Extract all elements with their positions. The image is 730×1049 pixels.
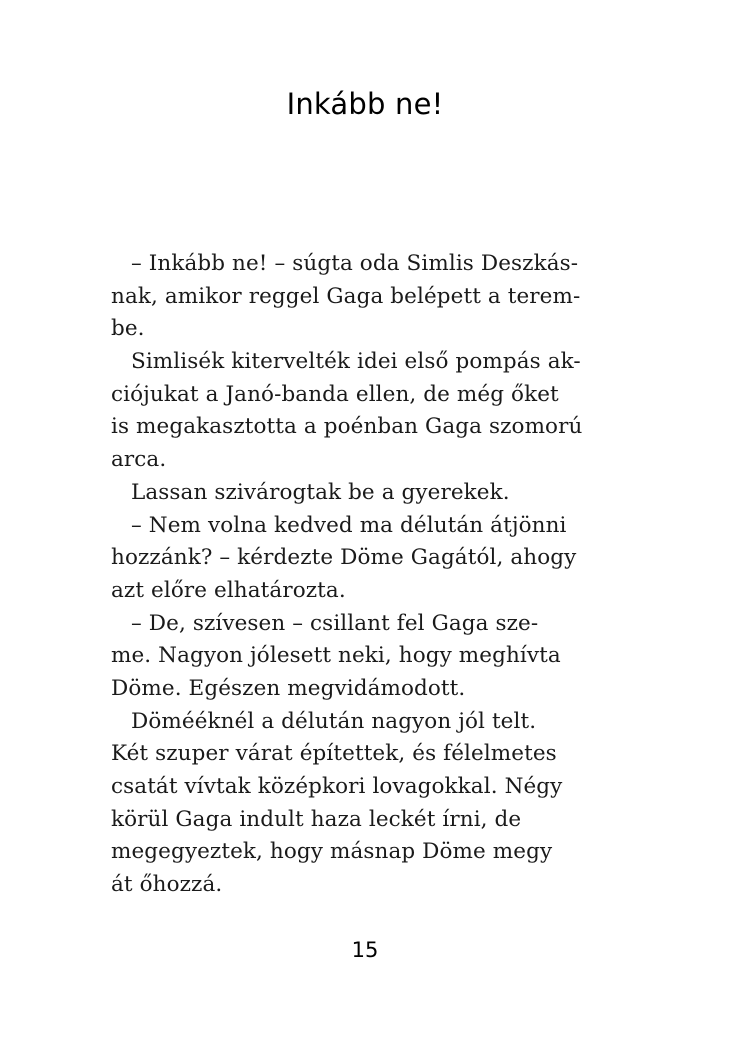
text-line: át őhozzá.	[111, 872, 223, 898]
chapter-title: Inkább ne!	[286, 87, 444, 121]
text-line: is megakasztotta a poénban Gaga szomorú	[111, 414, 583, 440]
page-number: 15	[351, 938, 379, 962]
text-line: arca.	[111, 447, 167, 473]
chapter-body	[111, 248, 611, 902]
text-line: Dömééknél a délután nagyon jól telt.	[131, 708, 537, 734]
text-line: Két szuper várat építettek, és félelmetes	[111, 741, 557, 767]
text-line: csatát vívtak középkori lovagokkal. Négy	[111, 774, 563, 799]
text-line: Lassan szivárogtak be a gyerekek.	[131, 479, 510, 505]
text-line: Simlisék kitervelték idei első pompás ak-	[131, 349, 581, 375]
text-line: be.	[111, 316, 145, 342]
text-line: hozzánk? – kérdezte Döme Gagától, ahogy	[111, 545, 577, 571]
text-line: – Nem volna kedved ma délután átjönni	[131, 512, 567, 538]
text-line: – De, szívesen – csillant fel Gaga sze-	[131, 610, 539, 636]
text-line: nak, amikor reggel Gaga belépett a terem-	[111, 283, 581, 309]
text-line: ciójukat a Janó-banda ellen, de még őket	[111, 381, 559, 407]
text-line: – Inkább ne! – súgta oda Simlis Deszkás-	[131, 251, 579, 276]
text-line: megegyeztek, hogy másnap Döme megy	[111, 839, 553, 865]
text-line: azt előre elhatározta.	[111, 577, 346, 603]
text-line: körül Gaga indult haza leckét írni, de	[111, 806, 522, 832]
text-line: me. Nagyon jólesett neki, hogy meghívta	[111, 643, 561, 669]
text-line: Döme. Egészen megvidámodott.	[111, 675, 466, 701]
